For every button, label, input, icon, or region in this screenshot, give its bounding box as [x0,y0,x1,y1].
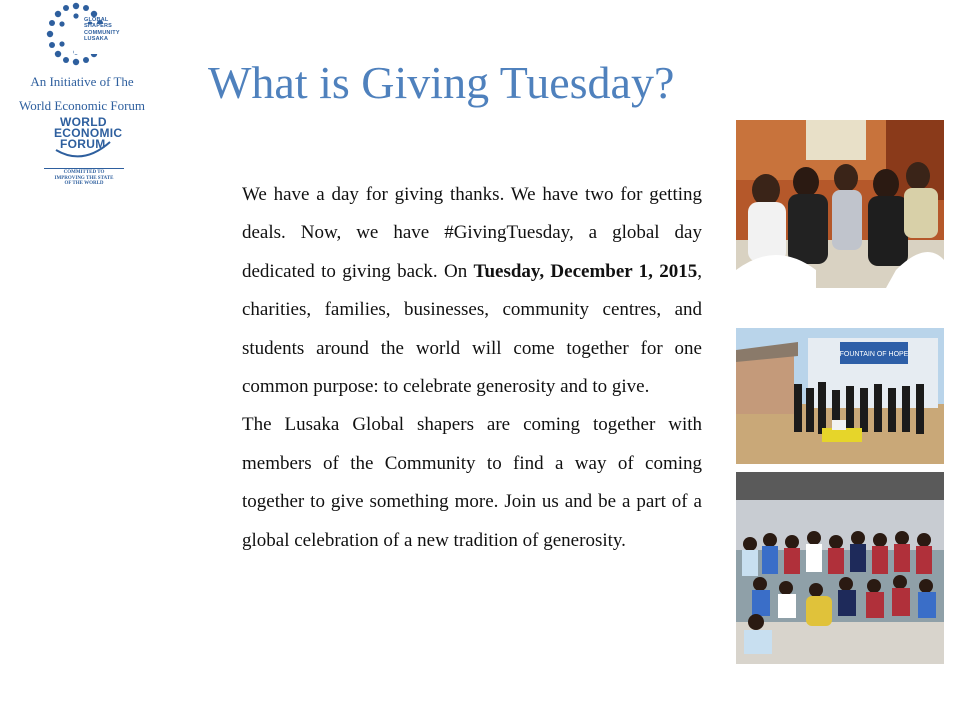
wef-line-3: FORUM [60,137,106,151]
logo-line-1: GLOBAL [84,17,109,23]
wef-tagline-1: COMMITTED TO [63,170,105,175]
wef-tagline-3: OF THE WORLD [64,181,104,186]
community-group-photo [736,472,944,664]
wef-line-1: WORLD [60,115,107,129]
initiative-line-2: World Economic Forum [18,98,146,113]
group-meeting-photo [736,120,944,288]
fountain-of-hope-photo [736,328,944,464]
paragraph-1 [242,176,702,406]
initiative-line-1: An Initiative of The [30,74,134,89]
body-text [242,176,702,560]
initiative-caption [6,70,158,118]
page-title: What is Giving Tuesday? [208,57,675,108]
wef-logo [54,117,122,150]
logo-wordmark [84,17,120,42]
paragraph-2: The Lusaka Global shapers are coming together with members of the Community to find a way of coming together to give something more. Join us and be a part of a global celebration of a new tradition of generosity. [242,414,702,551]
paragraph-1-end: , charities, families, businesses, community centres, and students around the world will come together for one common purpose: to celebrate generosity and to give. [242,260,702,398]
paragraph-1-start: We have a day for giving thanks. We have two for getting deals. Now, we have #GivingTuesday, a global day dedicated to giving back. On [242,184,702,282]
wef-divider [44,168,124,169]
wef-tagline-2: IMPROVING THE STATE [54,175,114,181]
logo-line-2: SHAPERS [84,23,112,30]
wef-line-2: ECONOMIC [54,126,123,140]
paragraph-1-date: Tuesday, December 1, 2015 [473,260,698,282]
logo-line-4: LUSAKA [84,35,109,42]
logo-line-3: COMMUNITY [84,29,120,36]
wef-tagline [40,170,128,187]
fountain-sign: FOUNTAIN OF HOPE [839,351,909,358]
